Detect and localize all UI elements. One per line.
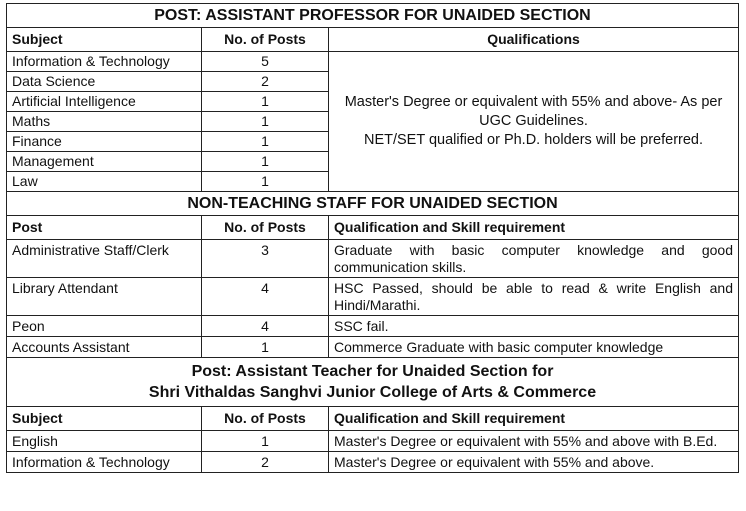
section3-title-line2: Shri Vithaldas Sanghvi Junior College of Arts & Commerce: [148, 384, 597, 401]
section1-posts-cell: 1: [202, 112, 329, 132]
section2-post-cell: Accounts Assistant: [7, 337, 202, 358]
section3-subject-cell: English: [7, 431, 202, 452]
section1-subject-cell: Law: [7, 172, 202, 192]
section2-posts-cell: 4: [202, 278, 329, 316]
section3-qualification-cell: Master's Degree or equivalent with 55% and above.: [329, 452, 739, 473]
section1-subject-cell: Data Science: [7, 72, 202, 92]
section1-subject-cell: Maths: [7, 112, 202, 132]
section3-header-subject: Subject: [7, 407, 202, 431]
section1-qualification-line2: UGC Guidelines.: [479, 113, 588, 129]
section1-posts-cell: 1: [202, 152, 329, 172]
section2-posts-cell: 3: [202, 240, 329, 278]
section1-header-subject: Subject: [7, 28, 202, 52]
section1-posts-cell: 1: [202, 92, 329, 112]
section2-header-posts: No. of Posts: [202, 216, 329, 240]
section2-post-cell: Library Attendant: [7, 278, 202, 316]
section2-qualification-cell: Graduate with basic computer knowledge and good communication skills.: [329, 240, 739, 278]
section1-qualification-line1: Master's Degree or equivalent with 55% and above- As per: [344, 94, 723, 110]
section3-header-qualification: Qualification and Skill requirement: [329, 407, 739, 431]
section1-subject-cell: Artificial Intelligence: [7, 92, 202, 112]
section1-subject-cell: Management: [7, 152, 202, 172]
section1-posts-cell: 2: [202, 72, 329, 92]
section1-subject-cell: Finance: [7, 132, 202, 152]
section3-posts-cell: 1: [202, 431, 329, 452]
section2-post-cell: Peon: [7, 316, 202, 337]
section1-title: POST: ASSISTANT PROFESSOR FOR UNAIDED SECTION: [7, 4, 739, 28]
section2-header-qualification: Qualification and Skill requirement: [329, 216, 739, 240]
section1-posts-cell: 5: [202, 52, 329, 72]
section2-posts-cell: 4: [202, 316, 329, 337]
recruitment-notice: [6, 3, 738, 473]
section2-title: NON-TEACHING STAFF FOR UNAIDED SECTION: [7, 192, 739, 216]
section1-subject-cell: Information & Technology: [7, 52, 202, 72]
section3-subject-cell: Information & Technology: [7, 452, 202, 473]
section2-header-post: Post: [7, 216, 202, 240]
section2-post-cell: Administrative Staff/Clerk: [7, 240, 202, 278]
section2-posts-cell: 1: [202, 337, 329, 358]
section3-title-line1: Post: Assistant Teacher for Unaided Section for: [191, 363, 554, 380]
section3-title: [7, 358, 739, 407]
section3-header-posts: No. of Posts: [202, 407, 329, 431]
section2-qualification-cell: SSC fail.: [329, 316, 739, 337]
section1-posts-cell: 1: [202, 132, 329, 152]
section1-header-posts: No. of Posts: [202, 28, 329, 52]
section1-qualification-cell: [329, 52, 739, 192]
section1-header-qualifications: Qualifications: [329, 28, 739, 52]
section1-qualification-line3: NET/SET qualified or Ph.D. holders will be preferred.: [363, 132, 704, 148]
vacancy-table: [6, 3, 739, 473]
section3-qualification-cell: Master's Degree or equivalent with 55% and above with B.Ed.: [329, 431, 739, 452]
section3-posts-cell: 2: [202, 452, 329, 473]
section1-posts-cell: 1: [202, 172, 329, 192]
section2-qualification-cell: HSC Passed, should be able to read & write English and Hindi/Marathi.: [329, 278, 739, 316]
section2-qualification-cell: Commerce Graduate with basic computer knowledge: [329, 337, 739, 358]
